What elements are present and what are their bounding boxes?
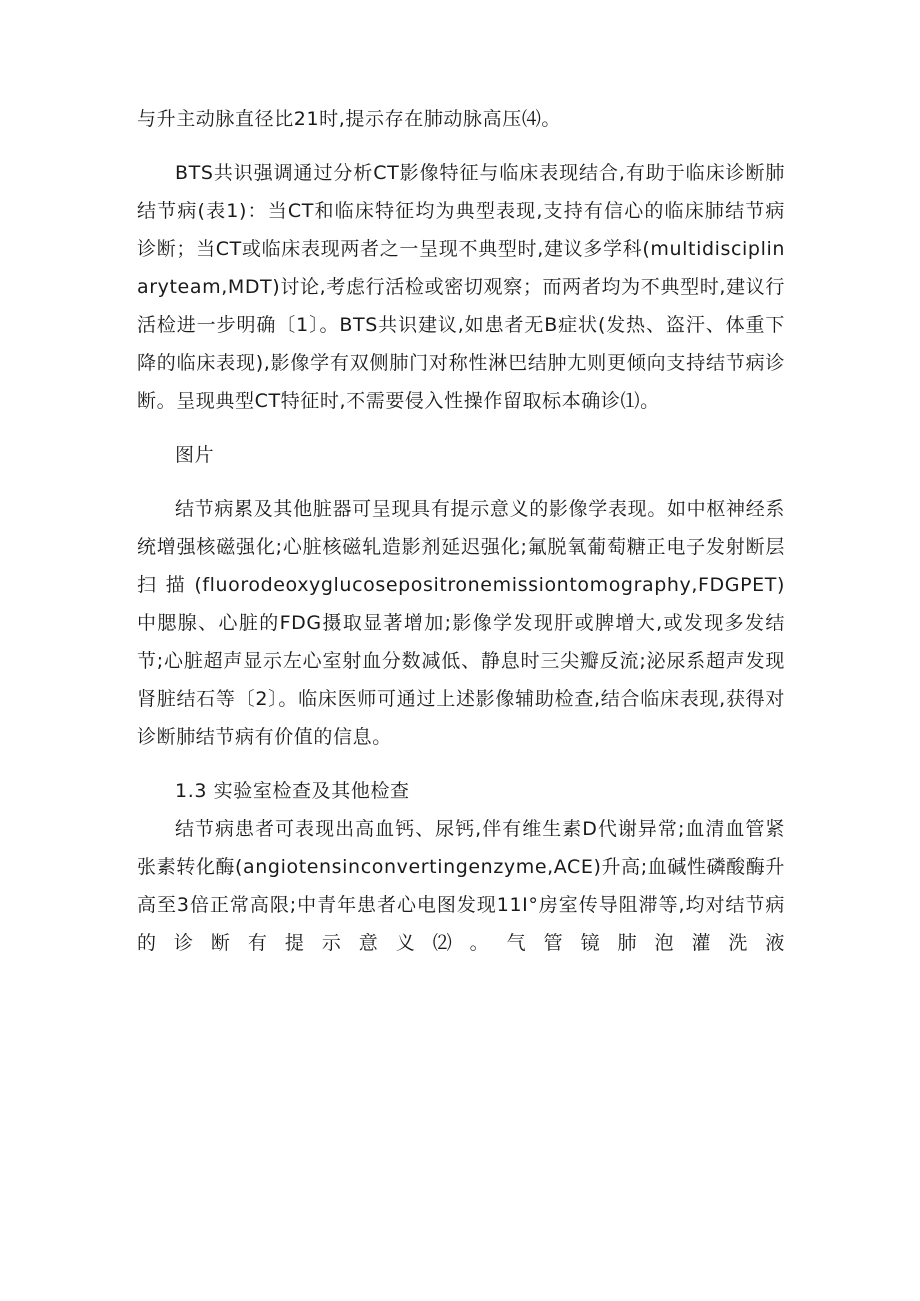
document-body: [137, 100, 785, 962]
section-heading-lab-tests: 1.3 实验室检查及其他检查: [175, 780, 410, 802]
figure-placeholder-label: 图片: [175, 444, 215, 466]
paragraph-bts-consensus: BTS共识强调通过分析CT影像特征与临床表现结合,有助于临床诊断肺结节病(表1)：当CT和临床特征均为典型表现,支持有信心的临床肺结节病诊断；当CT或临床表现两者之一呈现不典型时,建议多学科(multidisciplinaryteam,MDT)讨论,考虑行活检或密切观察；而两者均为不典型时,建议行活检进一步明确〔1〕。BTS共识建议,如患者无B症状(发热、盗汗、体重下降的临床表现),影像学有双侧肺门对称性淋巴结肿尢则更倾向支持结节病诊断。呈现典型CT特征时,不需要侵入性操作留取标本确诊⑴。: [137, 162, 785, 412]
paragraph-lab-findings: 结节病患者可表现出高血钙、尿钙,伴有维生素D代谢异常;血清血管紧张素转化酶(angiotensinconvertingenzyme,ACE)升高;血碱性磷酸酶升高至3倍正常高限;中青年患者心电图发现11I°房室传导阻滞等,均对结节病的诊断有提示意义⑵。气管镜肺泡灌洗液: [137, 818, 785, 954]
paragraph-other-organs-imaging: 结节病累及其他脏器可呈现具有提示意义的影像学表现。如中枢神经系统增强核磁强化;心脏核磁轧造影剂延迟强化;氟脱氧葡萄糖正电子发射断层扫描(fluorodeoxyglucosepositronemissiontomography,FDGPET)中腮腺、心脏的FDG摄取显著增加;影像学发现肝或脾增大,或发现多发结节;心脏超声显示左心室射血分数减低、静息时三尖瓣反流;泌尿系超声发现肾脏结石等〔2〕。临床医师可通过上述影像辅助检查,结合临床表现,获得对诊断肺结节病有价值的信息。: [137, 498, 785, 748]
paragraph-continuation: 与升主动脉直径比21时,提示存在肺动脉高压⑷。: [137, 108, 562, 130]
